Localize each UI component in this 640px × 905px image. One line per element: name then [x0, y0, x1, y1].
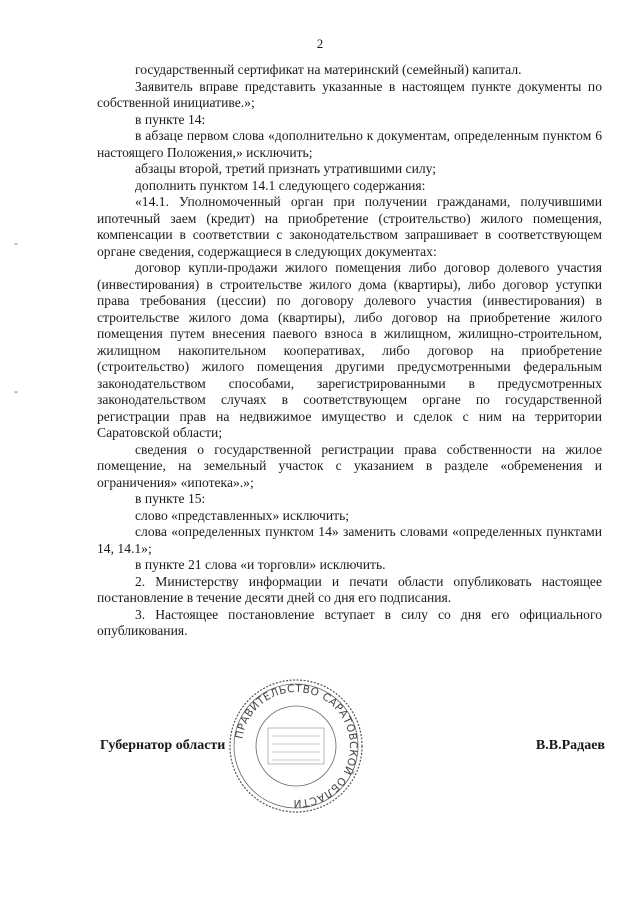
paragraph: сведения о государственной регистрации права собственности на жилое помещение, на земельный участок с указанием в разделе «обременения и ограничения» «ипотека».»;: [97, 441, 602, 490]
paragraph: слово «представленных» исключить;: [135, 507, 350, 523]
paragraph: государственный сертификат на материнский (семейный) капитал.: [135, 62, 522, 77]
paragraph: 2. Министерству информации и печати области опубликовать настоящее постановление в течение десяти дней со дня его подписания.: [97, 573, 602, 605]
margin-tick-mark: -: [14, 236, 18, 250]
signatory-name: В.В.Радаев: [535, 738, 605, 753]
seal-graphic: [226, 676, 366, 816]
paragraph: в пункте 21 слова «и торговли» исключить.: [135, 557, 386, 572]
page-number: 2: [316, 36, 324, 51]
paragraph: 3. Настоящее постановление вступает в силу со дня его официального опубликования.: [97, 606, 602, 638]
paragraph: в пункте 15:: [135, 491, 206, 506]
paragraph: в пункте 14:: [135, 111, 206, 127]
seal-outer-text: ПРАВИТЕЛЬСТВО САРАТОВСКОЙ ОБЛАСТИ: [233, 682, 360, 810]
paragraph: «14.1. Уполномоченный орган при получении гражданами, получившими ипотечный заем (кредит) на приобретение (строительство) жилого помещения, компенсации в соответствии с законодательством запрашивает в соответствующем органе сведения, содержащиеся в следующих документах:: [97, 194, 602, 259]
paragraph: абзацы второй, третий признать утратившими силу;: [135, 161, 437, 176]
paragraph: дополнить пунктом 14.1 следующего содержания:: [135, 177, 426, 193]
margin-tick-mark: -: [14, 384, 18, 398]
paragraph: Заявитель вправе представить указанные в настоящем пункте документы по собственной инициативе.»;: [97, 78, 602, 110]
paragraph: в абзаце первом слова «дополнительно к документам, определенным пунктом 6 настоящего Положения,» исключить;: [97, 128, 602, 160]
official-seal: [226, 676, 366, 816]
paragraph: слова «определенных пунктом 14» заменить словами «определенных пунктами 14, 14.1»;: [97, 524, 602, 556]
signatory-position: Губернатор области: [100, 738, 226, 753]
paragraph: договор купли-продажи жилого помещения либо договор долевого участия (инвестирования) в строительстве жилого дома (квартиры), либо договор уступки права требования (цессии) по договору долевого участия (инвестирования) в строительстве жилого дома (квартиры), либо договор на приобретение жилого помещения путем внесения паевого взноса в жилищном, жилищно-строительном, жилищном накопительном кооперативах, либо договор на приобретение (строительство) жилого помещения другими предусмотренными федеральным законодательством способами, зарегистрированными в предусмотренных законодательством случаях в соответствующем органе по государственной регистрации прав на недвижимое имущество и сделок с ним на территории Саратовской области;: [97, 260, 602, 440]
document-body: [97, 62, 602, 640]
